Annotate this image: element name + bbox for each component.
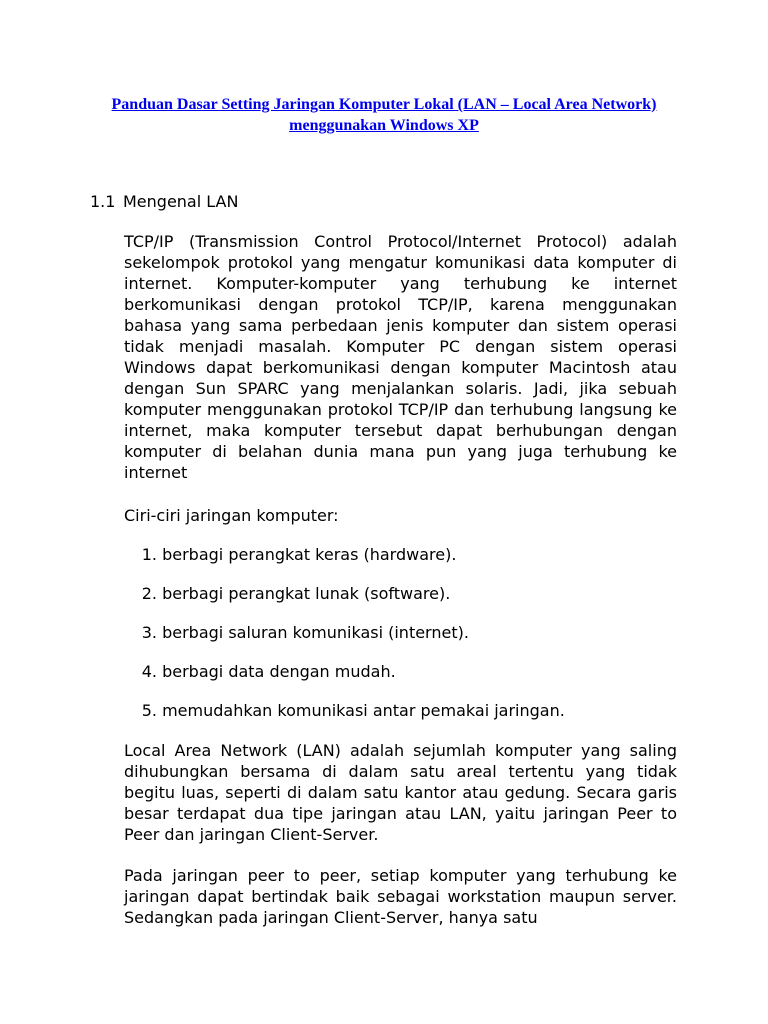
paragraph-peer-to-peer: Pada jaringan peer to peer, setiap komputer yang terhubung ke jaringan dapat bertindak baik sebagai workstation maupun server. Sedangkan pada jaringan Client-Server, hanya satu	[124, 866, 677, 927]
characteristics-list	[124, 544, 677, 739]
list-item-marker: 1.	[141, 545, 157, 564]
list-item-text: berbagi saluran komunikasi (internet).	[162, 623, 469, 642]
list-item	[124, 700, 677, 739]
paragraph-tcpip: TCP/IP (Transmission Control Protocol/Internet Protocol) adalah sekelompok protokol yang mengatur komunikasi data komputer di internet. Komputer-komputer yang terhubung ke internet berkomunikasi dengan protokol TCP/IP, karena menggunakan bahasa yang sama perbedaan jenis komputer dan sistem operasi tidak menjadi masalah. Komputer PC dengan sistem operasi Windows dapat berkomunikasi dengan komputer Macintosh atau dengan Sun SPARC yang menjalankan solaris. Jadi, jika sebuah komputer menggunakan protokol TCP/IP dan terhubung langsung ke internet, maka komputer tersebut dapat berhubungan dengan komputer di belahan dunia mana pun yang juga terhubung ke internet	[124, 232, 677, 482]
list-item	[124, 622, 677, 661]
list-item-text: memudahkan komunikasi antar pemakai jaringan.	[162, 701, 565, 720]
list-item-marker: 4.	[141, 662, 157, 681]
list-item-text: berbagi data dengan mudah.	[162, 662, 396, 681]
list-item-marker: 2.	[141, 584, 157, 603]
document-title-link[interactable]: Panduan Dasar Setting Jaringan Komputer Lokal (LAN – Local Area Network) menggunakan Windows XP	[111, 96, 657, 134]
list-item	[124, 661, 677, 700]
section-number: 1.1	[90, 192, 116, 211]
section-title: Mengenal LAN	[123, 192, 239, 211]
list-item-text: berbagi perangkat lunak (software).	[162, 584, 451, 603]
list-intro: Ciri-ciri jaringan komputer:	[124, 506, 339, 525]
paragraph-lan: Local Area Network (LAN) adalah sejumlah komputer yang saling dihubungkan bersama di dalam satu areal tertentu yang tidak begitu luas, seperti di dalam satu kantor atau gedung. Secara garis besar terdapat dua tipe jaringan atau LAN, yaitu jaringan Peer to Peer dan jaringan Client-Server.	[124, 741, 677, 844]
list-item	[124, 544, 677, 583]
section-heading	[90, 192, 238, 212]
list-item-marker: 3.	[141, 623, 157, 642]
list-item	[124, 583, 677, 622]
list-item-marker: 5.	[141, 701, 157, 720]
list-item-text: berbagi perangkat keras (hardware).	[162, 545, 457, 564]
